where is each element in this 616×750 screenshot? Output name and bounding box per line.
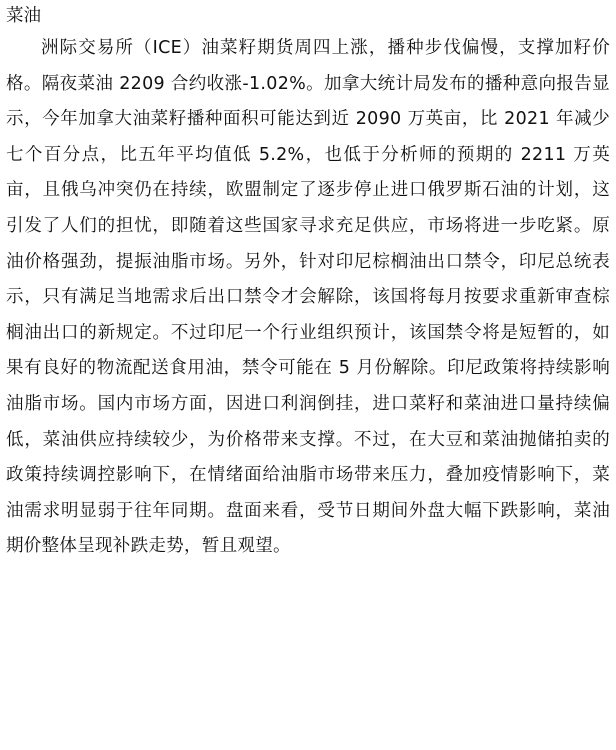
body-paragraph: 洲际交易所（ICE）油菜籽期货周四上涨，播种步伐偏慢，支撑加籽价格。隔夜菜油 2209 合约收涨-1.02%。加拿大统计局发布的播种意向报告显示，今年加拿大油菜籽播种面积可能达到近 2090 万英亩，比 2021 年减少七个百分点，比五年平均值低 5.2%，也低于分析师的预期的 2211 万英亩，且俄乌冲突仍在持续，欧盟制定了逐步停止进口俄罗斯石油的计划，这引发了人们的担忧，即随着这些国家寻求充足供应，市场将进一步吃紧。原油价格强劲，提振油脂市场。另外，针对印尼棕榈油出口禁令，印尼总统表示，只有满足当地需求后出口禁令才会解除，该国将每月按要求重新审查棕榈油出口的新规定。不过印尼一个行业组织预计，该国禁令将是短暂的，如果有良好的物流配送食用油，禁令可能在 5 月份解除。印尼政策将持续影响油脂市场。国内市场方面，因进口利润倒挂，进口菜籽和菜油进口量持续偏低，菜油供应持续较少，为价格带来支撑。不过，在大豆和菜油抛储拍卖的政策持续调控影响下，在情绪面给油脂市场带来压力，叠加疫情影响下，菜油需求明显弱于往年同期。盘面来看，受节日期间外盘大幅下跌影响，菜油期价整体呈现补跌走势，暂且观望。	[6, 38, 610, 557]
section-heading: 菜油	[6, 6, 41, 26]
